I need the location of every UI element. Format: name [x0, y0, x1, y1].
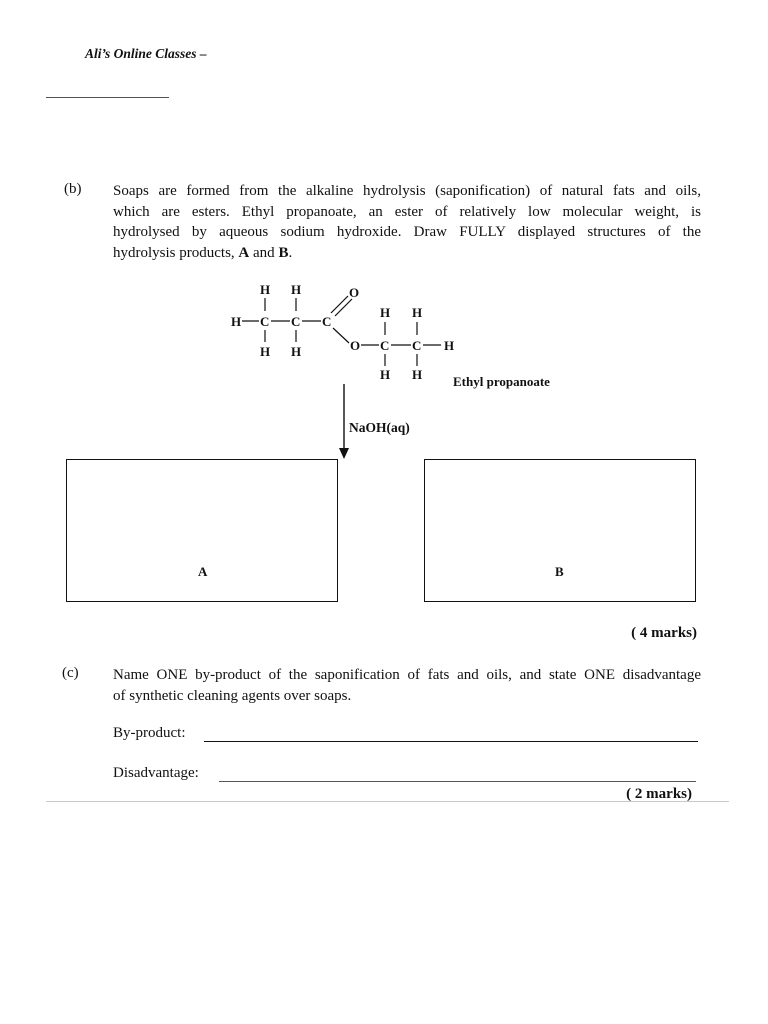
atom-c2: C	[291, 314, 301, 329]
molecule-name-label: Ethyl propanoate	[453, 374, 550, 389]
question-b-line-4-text: hydrolysis products,	[113, 244, 239, 261]
atom-h-c4-top: H	[380, 305, 391, 320]
atom-c3: C	[322, 314, 332, 329]
question-b-text	[113, 181, 701, 263]
bond-c3-o-double-a	[331, 296, 348, 313]
question-b-label: (b)	[64, 181, 82, 197]
disadvantage-label: Disadvantage:	[113, 765, 199, 781]
atom-h-terminal: H	[231, 314, 242, 329]
question-b-line-2: which are esters. Ethyl propanoate, an ester of relatively low molecular weight, is	[113, 203, 701, 220]
reagent-label: NaOH(aq)	[349, 420, 410, 435]
atom-c4: C	[380, 338, 390, 353]
atom-h-c1-bottom: H	[260, 344, 271, 359]
part-c-marks: ( 2 marks)	[626, 786, 692, 802]
part-b-marks: ( 4 marks)	[631, 625, 697, 641]
byproduct-label: By-product:	[113, 725, 186, 741]
question-c-line-1: Name ONE by-product of the saponification of fats and oils, and state ONE disadvantage	[113, 667, 701, 683]
question-b-line-3: hydrolysed by aqueous sodium hydroxide. Draw FULLY displayed structures of the	[113, 224, 701, 240]
atom-c5: C	[412, 338, 422, 353]
question-c-label: (c)	[62, 665, 79, 681]
box-b-label: B	[555, 564, 564, 579]
question-b-line-4	[113, 243, 701, 264]
atom-h-c2-bottom: H	[291, 344, 302, 359]
byproduct-answer-line[interactable]	[204, 741, 698, 742]
bond-c3-o-ester	[333, 328, 349, 343]
and-text: and	[249, 244, 279, 261]
atom-h-c5-bottom: H	[412, 367, 423, 382]
atom-h-c4-bottom: H	[380, 367, 391, 382]
question-b-line-1: Soaps are formed from the alkaline hydrolysis (saponification) of natural fats and oils,	[113, 183, 701, 199]
atom-o-carbonyl: O	[349, 285, 360, 300]
header-underline	[46, 97, 169, 98]
header-title: Ali’s Online Classes –	[85, 46, 207, 61]
atom-h-c1-top: H	[260, 282, 271, 297]
box-a-label: A	[198, 564, 208, 579]
bond-c3-o-double-b	[335, 299, 352, 316]
page-divider	[46, 801, 729, 802]
disadvantage-answer-line[interactable]	[219, 781, 696, 782]
product-a-ref: A	[238, 244, 250, 261]
atom-o-ester: O	[350, 338, 361, 353]
end-punct: .	[288, 244, 293, 261]
atom-h-c5-right: H	[444, 338, 455, 353]
answer-box-a[interactable]	[66, 459, 338, 602]
answer-box-b[interactable]	[424, 459, 696, 602]
atom-c1: C	[260, 314, 270, 329]
atom-h-c2-top: H	[291, 282, 302, 297]
atom-h-c5-top: H	[412, 305, 423, 320]
product-b-ref: B	[278, 244, 289, 261]
question-c-line-2: of synthetic cleaning agents over soaps.	[113, 687, 352, 704]
question-c-text	[113, 665, 701, 706]
